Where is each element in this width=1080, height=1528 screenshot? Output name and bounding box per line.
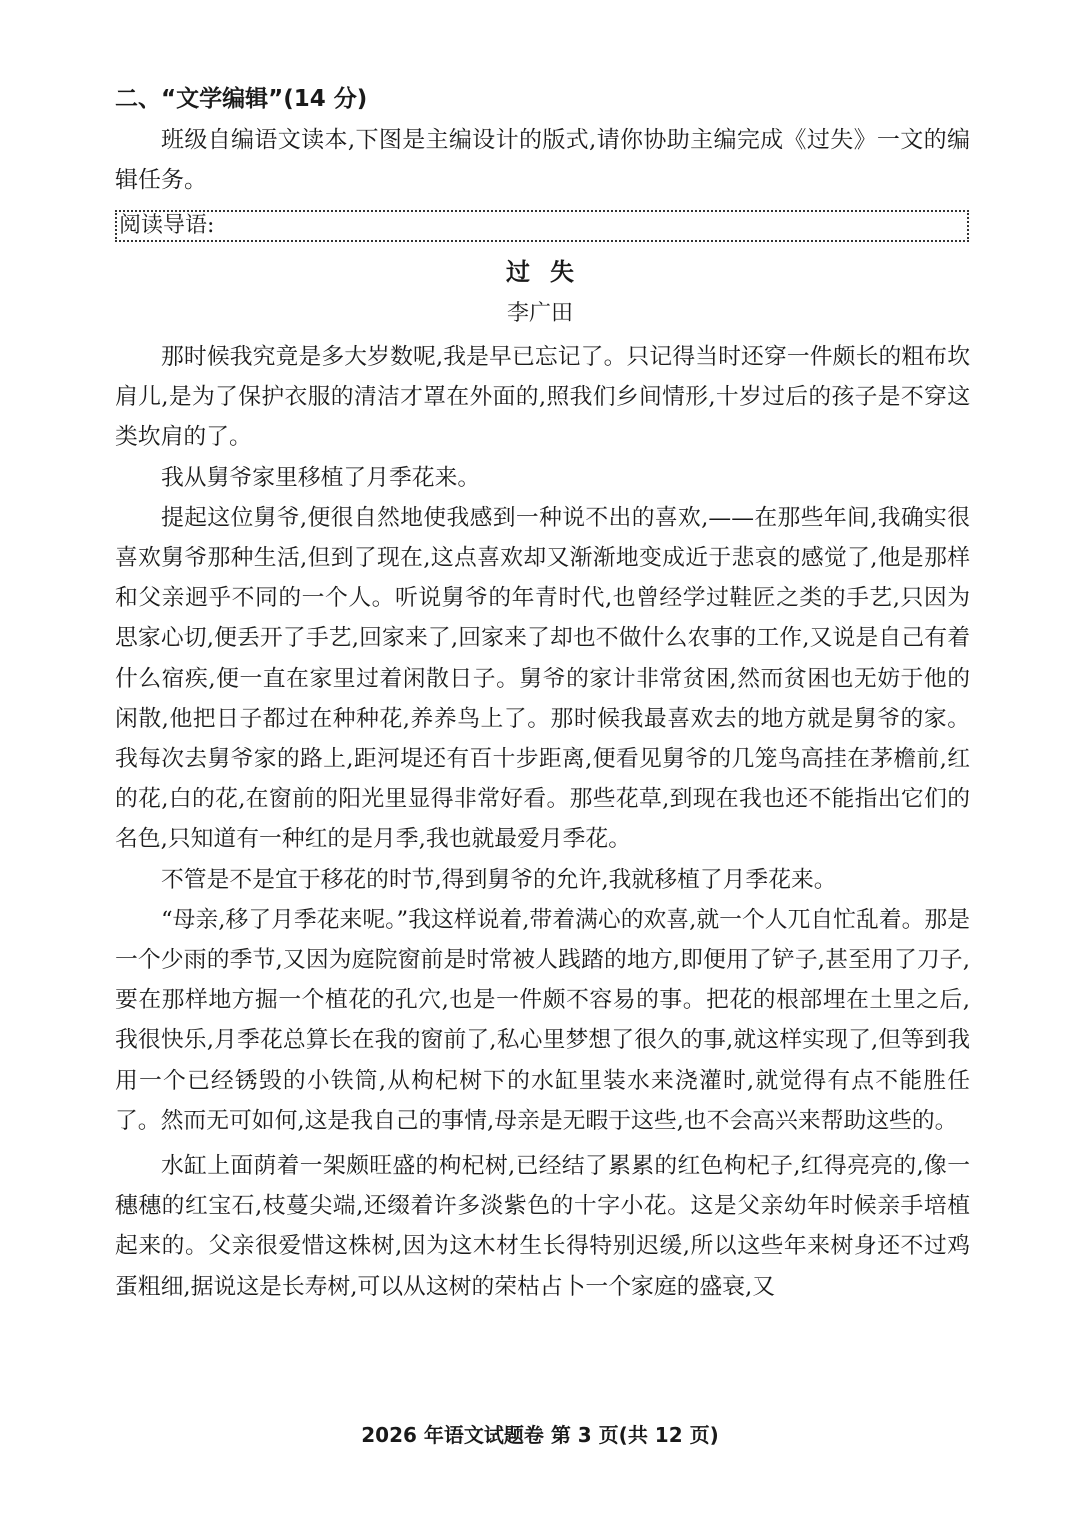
article-author: 李广田 [506, 301, 573, 326]
page-footer: 2026 年语文试题卷 第 3 页(共 12 页) [361, 1423, 719, 1447]
article-paragraph: 水缸上面荫着一架颇旺盛的枸杞树,已经结了累累的红色枸杞子,红得亮亮的,像一穗穗的红宝石,枝蔓尖端,还缀着许多淡紫色的十字小花。这是父亲幼年时候亲手培植起来的。父亲很爱惜这株树,因为这木材生长得特别迟缓,所以这些年来树身还不过鸡蛋粗细,据说这是长寿树,可以从这树的荣枯占卜一个家庭的盛衰,又 [115, 1153, 970, 1300]
reading-guide-label: 阅读导语: [119, 213, 215, 238]
article-paragraph: 不管是不是宜于移花的时节,得到舅爷的允许,我就移植了月季花来。 [161, 866, 837, 893]
article-body [115, 337, 970, 1307]
reading-guide-box [115, 210, 969, 242]
section-instructions: 班级自编语文读本,下图是主编设计的版式,请你协助主编完成《过失》一文的编辑任务。 [115, 127, 970, 193]
article-paragraph: “母亲,移了月季花来呢。”我这样说着,带着满心的欢喜,就一个人兀自忙乱着。那是一个少雨的季节,又因为庭院窗前是时常被人践踏的地方,即便用了铲子,甚至用了刀子,要在那样地方掘一个植花的孔穴,也是一件颇不容易的事。把花的根部埋在土里之后,我很快乐,月季花总算长在我的窗前了,私心里梦想了很久的事,就这样实现了,但等到我用一个已经锈毁的小铁筒,从枸杞树下的水缸里装水来浇灌时,就觉得有点不能胜任了。然而无可如何,这是我自己的事情,母亲是无暇于这些,也不会高兴来帮助这些的。 [115, 906, 970, 1134]
article-paragraph: 那时候我究竟是多大岁数呢,我是早已忘记了。只记得当时还穿一件颇长的粗布坎肩儿,是为了保护衣服的清洁才罩在外面的,照我们乡间情形,十岁过后的孩子是不穿这类坎肩的了。 [115, 344, 970, 451]
article-title: 过失 [506, 258, 594, 286]
article-paragraph: 我从舅爷家里移植了月季花来。 [161, 464, 481, 491]
section-heading: 二、“文学编辑”(14 分) [115, 86, 368, 112]
article-paragraph: 提起这位舅爷,便很自然地使我感到一种说不出的喜欢,——在那些年间,我确实很喜欢舅爷那种生活,但到了现在,这点喜欢却又渐渐地变成近于悲哀的感觉了,他是那样和父亲迥乎不同的一个人。听说舅爷的年青时代,也曾经学过鞋匠之类的手艺,只因为思家心切,便丢开了手艺,回家来了,回家来了却也不做什么农事的工作,又说是自己有着什么宿疾,便一直在家里过着闲散日子。舅爷的家计非常贫困,然而贫困也无妨于他的闲散,他把日子都过在种种花,养养鸟上了。那时候我最喜欢去的地方就是舅爷的家。我每次去舅爷家的路上,距河堤还有百十步距离,便看见舅爷的几笼鸟高挂在茅檐前,红的花,白的花,在窗前的阳光里显得非常好看。那些花草,到现在我也还不能指出它们的名色,只知道有一种红的是月季,我也就最爱月季花。 [115, 504, 970, 853]
